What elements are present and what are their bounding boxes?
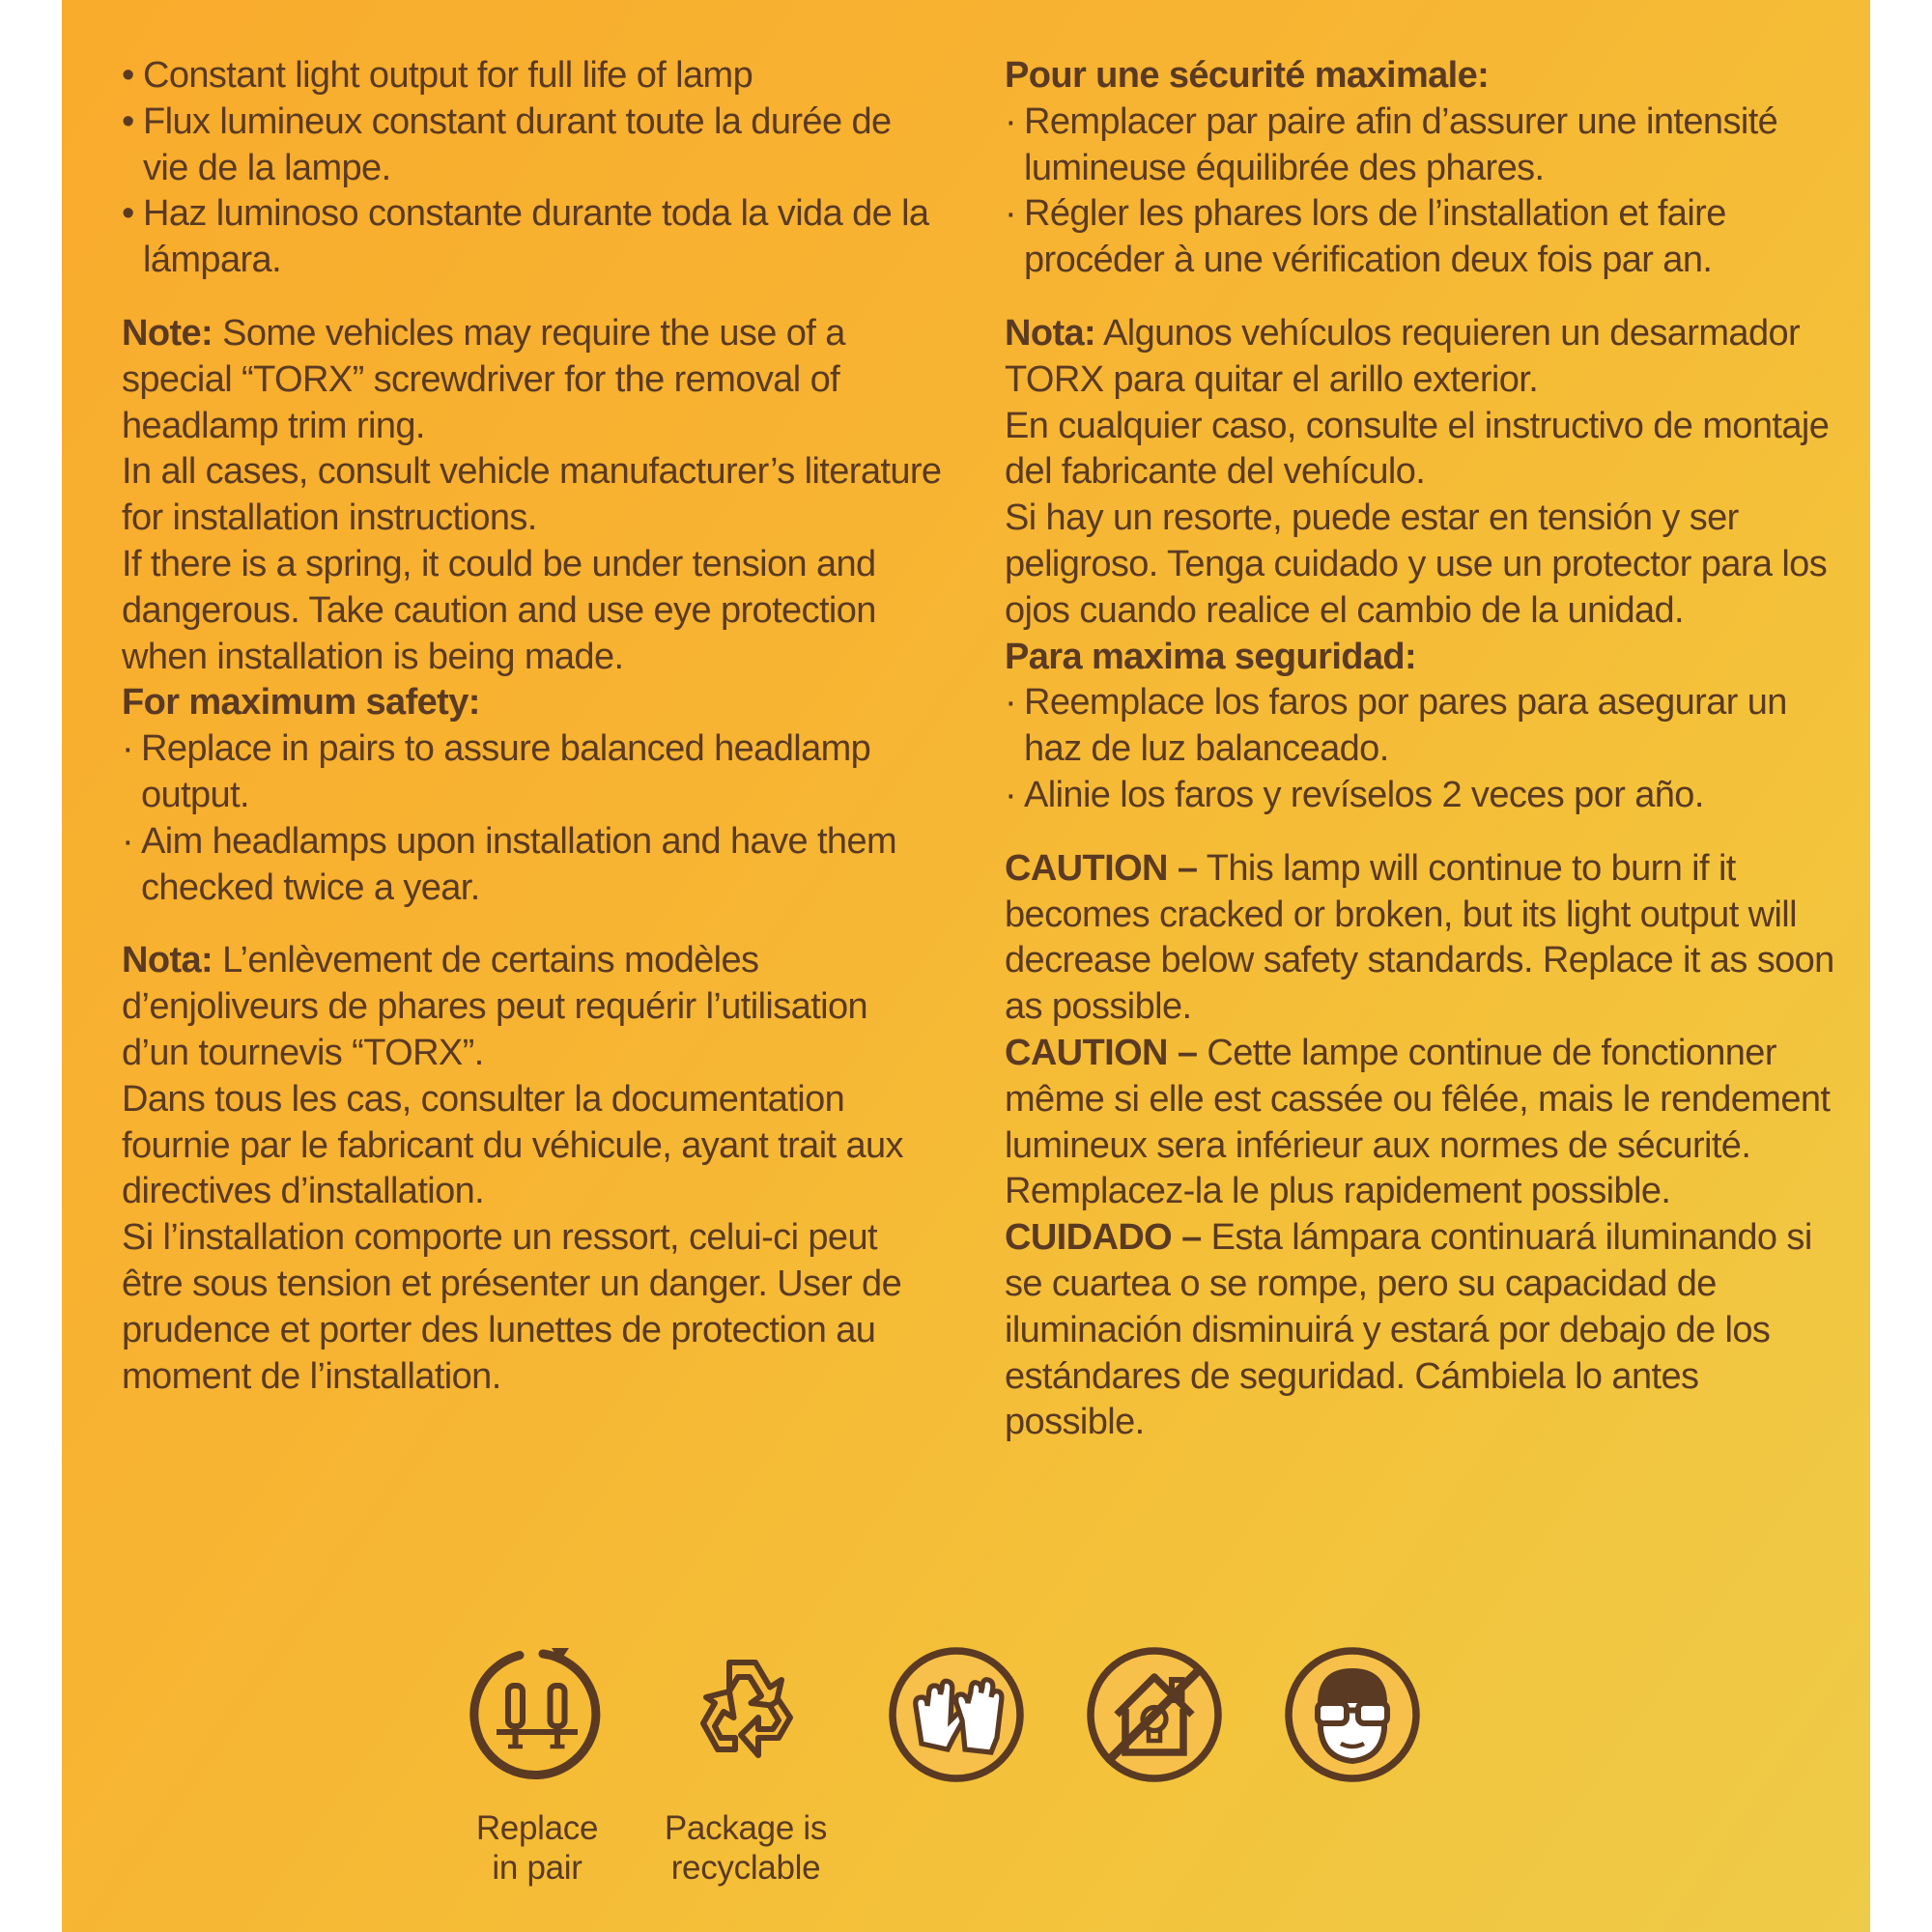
- safety-item-es: [1005, 773, 1835, 819]
- note-label: Nota:: [122, 940, 213, 981]
- note-text: L’enlèvement de certains modèles d’enjoliveurs de phares peut requérir l’utilisation d’un tournevis “TORX”.: [122, 940, 868, 1073]
- feature-text: Constant light output for full life of lamp: [143, 55, 753, 96]
- caution-dash: –: [1177, 1032, 1198, 1073]
- bullet-mark: ·: [1005, 682, 1017, 724]
- bullet-mark: •: [122, 193, 134, 235]
- note-en-consult: In all cases, consult vehicle manufacturer’s literature for installation instructions.: [122, 451, 942, 539]
- bullet-mark: ·: [122, 820, 134, 862]
- caption-line: in pair: [492, 1849, 582, 1887]
- left-column: [122, 53, 943, 1400]
- note-fr-consult: Dans tous les cas, consulter la documentation fournie par le fabricant du véhicule, ayant trait aux directives d’installation.: [122, 1078, 903, 1212]
- note-en: [122, 311, 943, 449]
- bullet-mark: ·: [1005, 193, 1017, 235]
- spacer: [1005, 284, 1835, 311]
- safety-item-text: Reemplace los faros por pares para asegurar un haz de luz balanceado.: [1024, 682, 1787, 770]
- feature-text: Flux lumineux constant durant toute la durée de vie de la lampe.: [143, 100, 892, 188]
- caution-label: CAUTION: [1005, 847, 1168, 889]
- bullet-mark: ·: [1005, 100, 1017, 142]
- safety-item-text: Remplacer par paire afin d’assurer une intensité lumineuse équilibrée des phares.: [1024, 100, 1778, 188]
- note-text: Algunos vehículos requieren un desarmador TORX para quitar el arillo exterior.: [1005, 312, 1801, 400]
- feature-es: [122, 191, 943, 284]
- right-column: [1005, 53, 1835, 1446]
- recycle-caption: [639, 1808, 852, 1888]
- safety-item-en: [122, 726, 943, 819]
- spacer: [122, 911, 943, 938]
- safety-heading-fr: Pour une sécurité maximale:: [1005, 55, 1490, 96]
- recycle-icon: [671, 1642, 816, 1787]
- caution-text: Esta lámpara continuará iluminando si se cuartea o se rompe, pero su capacidad de iluminación disminuirá y estará por debajo de los estándares de seguridad. Cámbiela lo antes possible.: [1005, 1217, 1812, 1443]
- safety-item-es: [1005, 680, 1835, 773]
- bullet-mark: •: [122, 100, 134, 142]
- note-es: [1005, 311, 1835, 404]
- safety-item-en: [122, 819, 943, 912]
- safety-glasses-icon: [1280, 1642, 1425, 1787]
- no-household-disposal-icon: [1082, 1642, 1227, 1787]
- caution-en: [1005, 846, 1835, 1031]
- note-label: Note:: [122, 312, 213, 354]
- caution-fr: [1005, 1031, 1835, 1215]
- note-en-spring: If there is a spring, it could be under tension and dangerous. Take caution and use eye protection when installation is being made.: [122, 543, 876, 677]
- caution-dash: –: [1181, 1217, 1202, 1259]
- safety-item-fr: [1005, 99, 1835, 192]
- replace-in-pair-caption: [431, 1808, 643, 1888]
- safety-item-text: Régler les phares lors de l’installation et faire procéder à une vérification deux fois par an.: [1024, 193, 1726, 281]
- spacer: [122, 284, 943, 311]
- caution-label: CUIDADO: [1005, 1217, 1173, 1259]
- feature-fr: [122, 99, 943, 192]
- note-es-spring: Si hay un resorte, puede estar en tensión y ser peligroso. Tenga cuidado y use un protector para los ojos cuando realice el cambio de la unidad.: [1005, 497, 1828, 631]
- caution-dash: –: [1177, 847, 1198, 889]
- feature-en: [122, 53, 943, 99]
- caution-text: This lamp will continue to burn if it becomes cracked or broken, but its light output will decrease below safety standards. Replace it as soon as possible.: [1005, 847, 1834, 1028]
- safety-item-text: Aim headlamps upon installation and have them checked twice a year.: [141, 820, 897, 908]
- safety-heading-es: Para maxima seguridad:: [1005, 636, 1417, 677]
- feature-text: Haz luminoso constante durante toda la vida de la lámpara.: [143, 193, 929, 281]
- bullet-mark: ·: [122, 728, 134, 770]
- safety-heading-en: For maximum safety:: [122, 682, 480, 724]
- note-fr: [122, 938, 943, 1076]
- caption-line: recyclable: [670, 1849, 821, 1887]
- bullet-mark: ·: [1005, 774, 1017, 815]
- safety-item-text: Replace in pairs to assure balanced headlamp output.: [141, 728, 871, 815]
- replace-in-pair-icon: [465, 1642, 610, 1787]
- caution-label: CAUTION: [1005, 1032, 1168, 1073]
- note-text: Some vehicles may require the use of a special “TORX” screwdriver for the removal of headlamp trim ring.: [122, 312, 845, 446]
- caution-text: Cette lampe continue de fonctionner même si elle est cassée ou fêlée, mais le rendement lumineux sera inférieur aux normes de sécurité. Remplacez-la le plus rapidement possible.: [1005, 1032, 1831, 1212]
- safety-item-fr: [1005, 191, 1835, 284]
- caution-es: [1005, 1215, 1835, 1446]
- note-fr-spring: Si l’installation comporte un ressort, celui-ci peut être sous tension et présenter un danger. User de prudence et porter des lunettes de protection au moment de l’installation.: [122, 1217, 902, 1397]
- safety-item-text: Alinie los faros y revíselos 2 veces por año.: [1024, 774, 1704, 815]
- note-es-consult: En cualquier caso, consulte el instructivo de montaje del fabricante del vehículo.: [1005, 405, 1830, 493]
- note-label: Nota:: [1005, 312, 1096, 354]
- bullet-mark: •: [122, 55, 134, 96]
- spacer: [1005, 819, 1835, 846]
- caption-line: Replace: [475, 1809, 599, 1847]
- gloves-icon: [884, 1642, 1029, 1787]
- caption-line: Package is: [664, 1809, 828, 1847]
